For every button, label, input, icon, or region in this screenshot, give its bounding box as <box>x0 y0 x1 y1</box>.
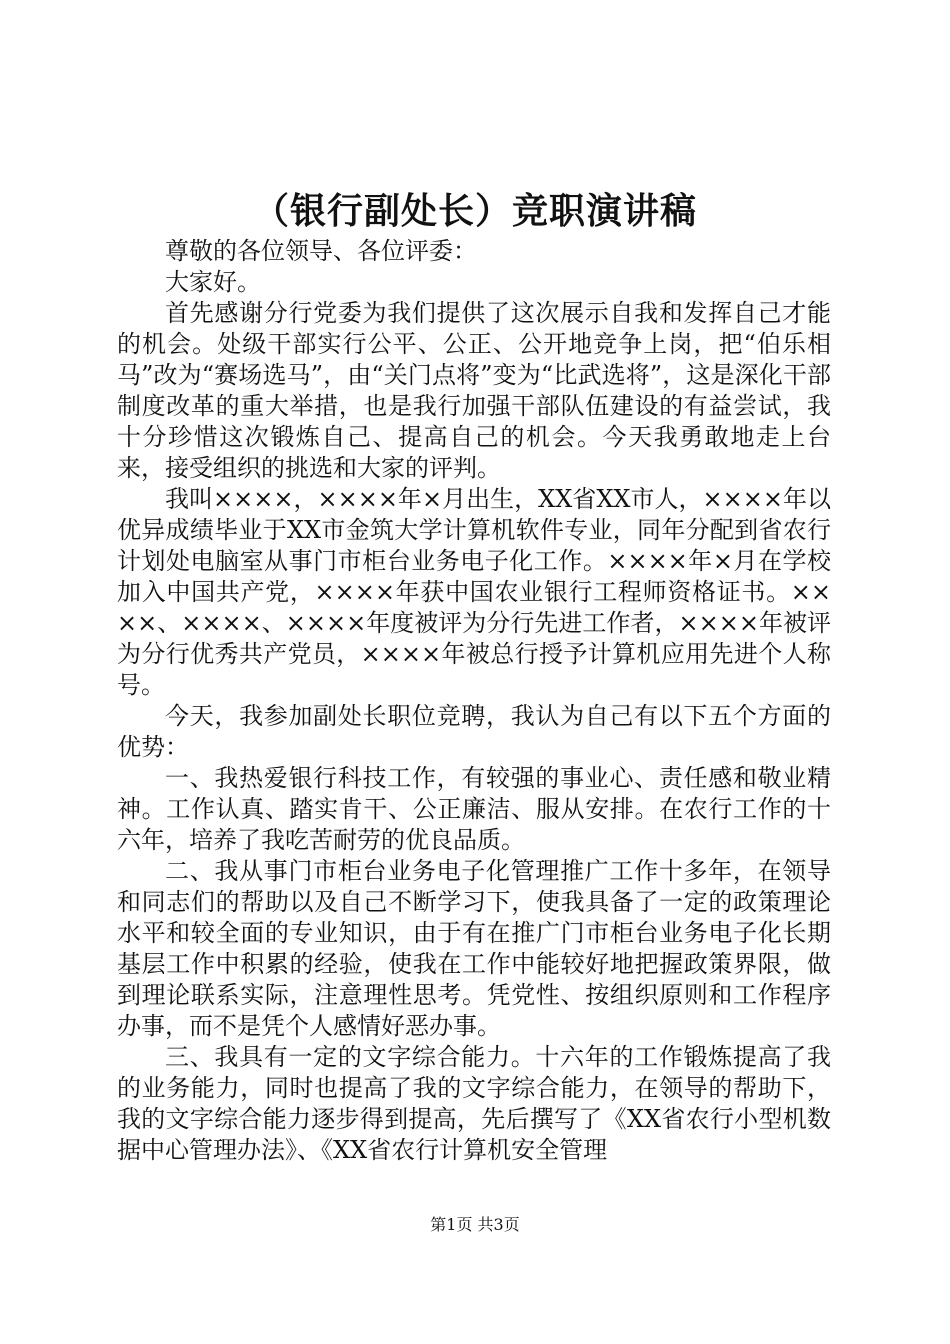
intro-paragraph: 首先感谢分行党委为我们提供了这次展示自我和发挥自己才能的机会。处级干部实行公平、公正、公开地竞争上岗，把“伯乐相马”改为“赛场选马”，由“关门点将”变为“比武选将”，这是深化干部制度改革的重大举措，也是我行加强干部队伍建设的有益尝试，我十分珍惜这次锻炼自己、提高自己的机会。今天我勇敢地走上台来，接受组织的挑选和大家的评判。 <box>117 299 831 482</box>
greeting-paragraph: 大家好。 <box>165 268 261 296</box>
biography-paragraph: 我叫××××，××××年×月出生，XX省XX市人，××××年以优异成绩毕业于XX市金筑大学计算机软件专业，同年分配到省农行计划处电脑室从事门市柜台业务电子化工作。××××年×月在学校加入中国共产党，××××年获中国农业银行工程师资格证书。××××、××××、××××年度被评为分行先进工作者，××××年被评为分行优秀共产党员，××××年被总行授予计算机应用先进个人称号。 <box>117 485 831 699</box>
salutation-paragraph: 尊敬的各位领导、各位评委： <box>165 237 477 265</box>
advantage-three-paragraph: 三、我具有一定的文字综合能力。十六年的工作锻炼提高了我的业务能力，同时也提高了我的文字综合能力，在领导的帮助下，我的文字综合能力逐步得到提高，先后撰写了《XX省农行小型机数据中心管理办法》、《XX省农行计算机安全管理 <box>117 1043 831 1164</box>
advantages-intro-paragraph: 今天，我参加副处长职位竞聘，我认为自己有以下五个方面的优势： <box>117 702 831 761</box>
advantage-one-paragraph: 一、我热爱银行科技工作，有较强的事业心、责任感和敬业精神。工作认真、踏实肯干、公正廉洁、服从安排。在农行工作的十六年，培养了我吃苦耐劳的优良品质。 <box>117 764 831 854</box>
document-body <box>117 236 831 1166</box>
document-title: （银行副处长）竞职演讲稿 <box>252 190 697 232</box>
page-footer: 第1页 共3页 <box>430 1215 520 1234</box>
advantage-two-paragraph: 二、我从事门市柜台业务电子化管理推广工作十多年，在领导和同志们的帮助以及自己不断学习下，使我具备了一定的政策理论水平和较全面的专业知识，由于有在推广门市柜台业务电子化长期基层工作中积累的经验，使我在工作中能较好地把握政策界限，做到理论联系实际，注意理性思考。凭党性、按组织原则和工作程序办事，而不是凭个人感情好恶办事。 <box>117 857 831 1040</box>
